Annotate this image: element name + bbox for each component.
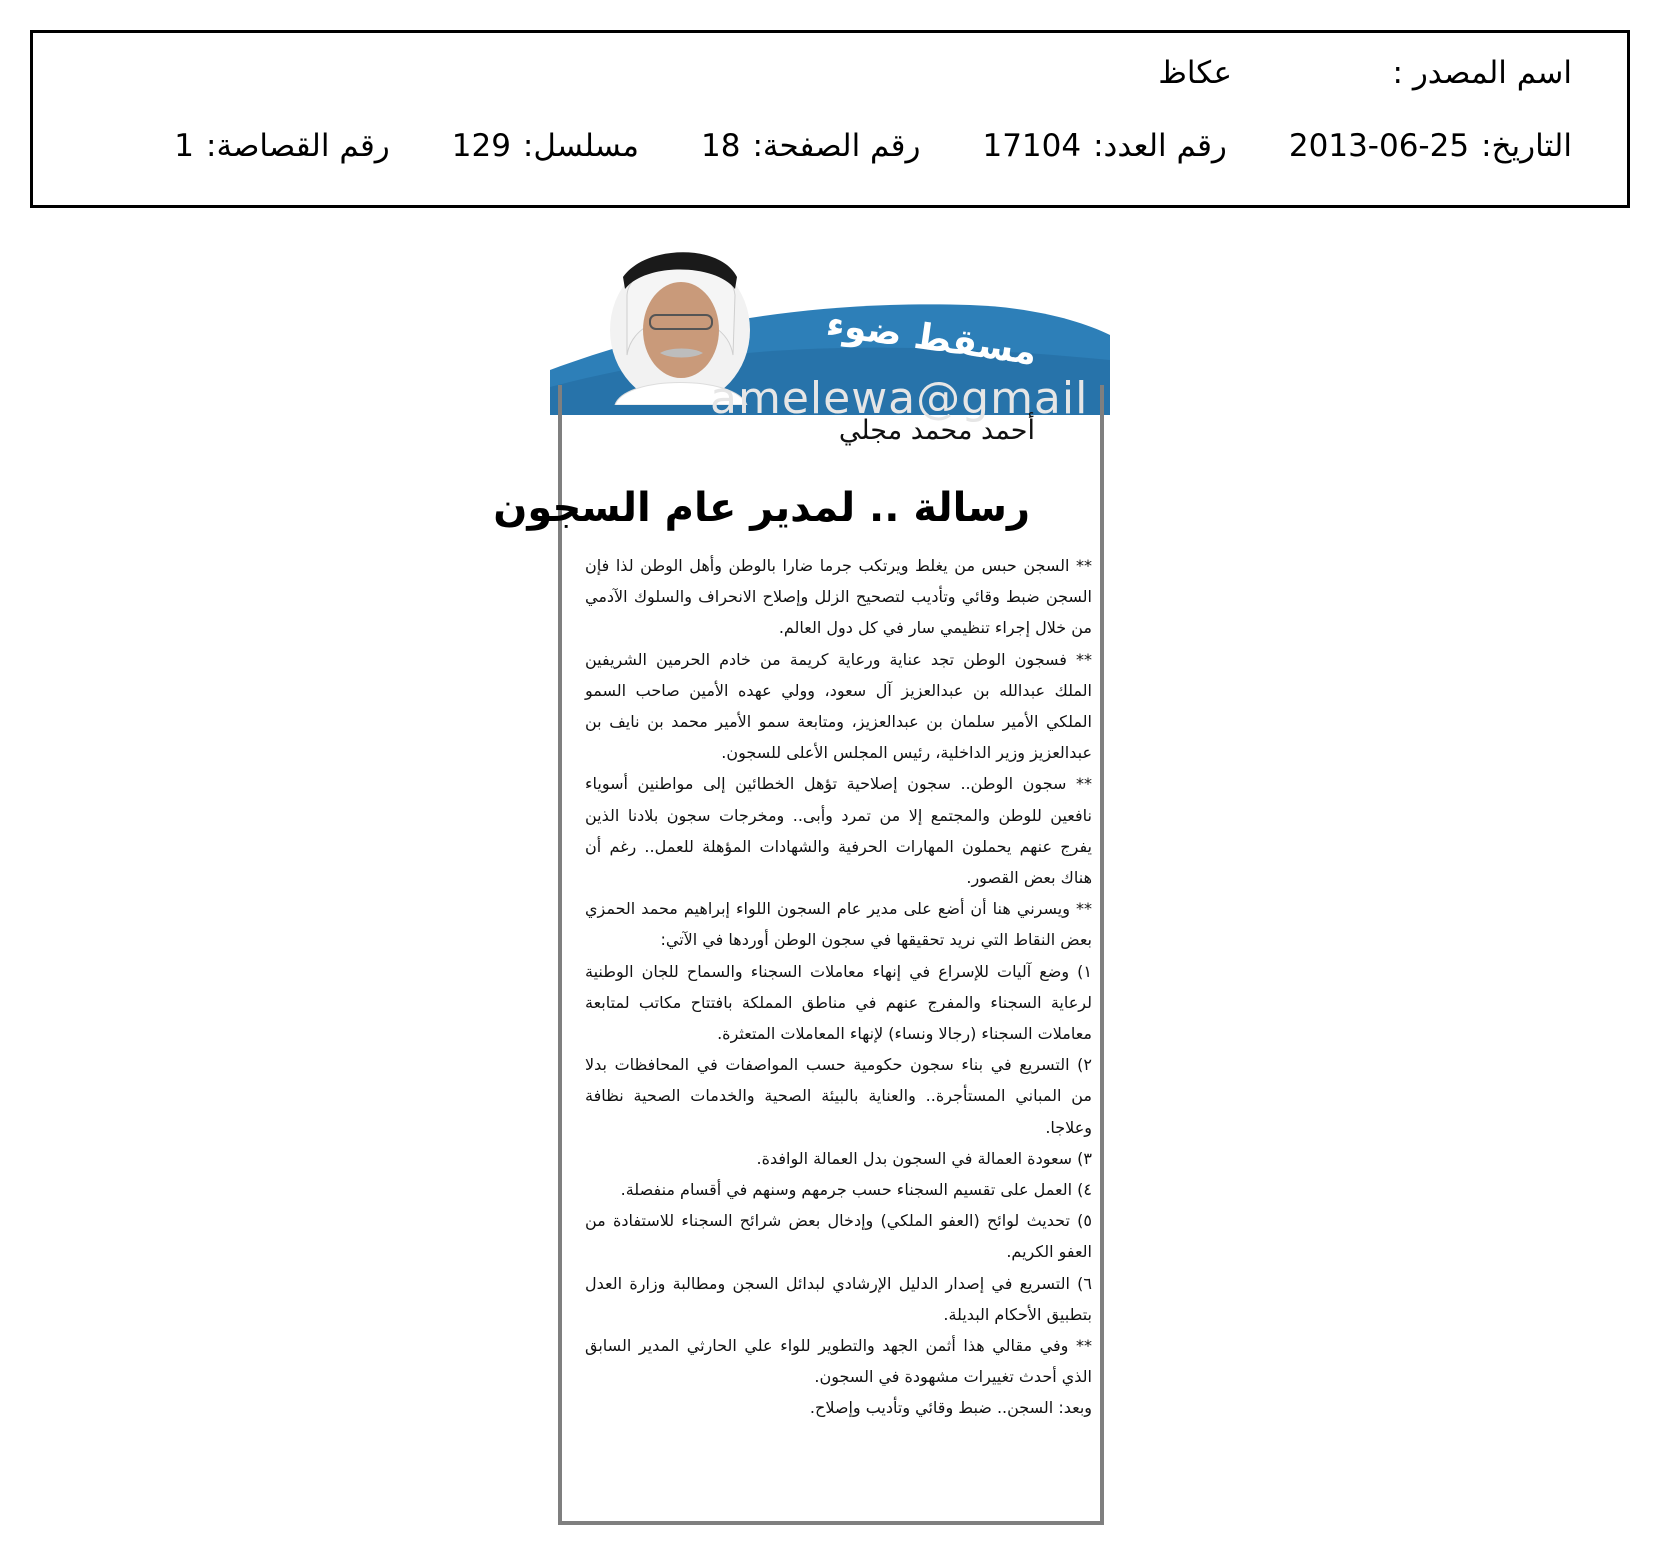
author-name: أحمد محمد مجلي [838,415,1035,446]
list-item: ٢) التسريع في بناء سجون حكومية حسب المواصفات في المحافظات بدلا من المباني المستأجرة.. والعناية بالبيئة الصحية والخدمات الصحية نظافة وعلاجا. [585,1055,1092,1137]
issue-item [982,128,1226,164]
issue-label: رقم العدد: [1093,128,1227,164]
source-item [1158,55,1572,91]
paragraph: ** السجن حبس من يغلط ويرتكب جرما ضارا بالوطن وأهل الوطن لذا فإن السجن ضبط وقائي وتأديب لتصحيح الزلل وإصلاح الانحراف والسلوك الآدمي من خلال إجراء تنظيمي سار في كل دول العالم. [585,556,1092,638]
email-watermark: amelewa@gmail [710,373,1089,424]
column-name-text: مسقط ضوء [823,303,1040,374]
paragraph: ** وفي مقالي هذا أثمن الجهد والتطوير للواء علي الحارثي المدير السابق الذي أحدث تغييرات مشهودة في السجون. [585,1336,1092,1387]
article-clipping [493,235,1110,1530]
list-item: ١) وضع آليات للإسراع في إنهاء معاملات السجناء والسماح للجان الوطنية لرعاية السجناء والمفرج عنهم في مناطق المملكة بافتتاح مكاتب لمتابعة معاملات السجناء (رجالا ونساء) لإنهاء المعاملات المتعثرة. [585,961,1092,1044]
issue-value: 17104 [982,128,1082,164]
details-row [73,128,1572,164]
source-metadata-box [30,30,1630,208]
serial-value: 129 [451,128,511,164]
page-number-value: 18 [701,128,741,164]
serial-item [452,128,639,164]
list-item: ٦) التسريع في إصدار الدليل الإرشادي لبدائل السجن ومطالبة وزارة العدل بتطبيق الأحكام البديلة. [585,1273,1092,1324]
closing-line: وبعد: السجن.. ضبط وقائي وتأديب وإصلاح. [809,1398,1092,1418]
source-value: عكاظ [1158,55,1232,91]
list-item: ٤) العمل على تقسيم السجناء حسب جرمهم وسنهم في أقسام منفصلة. [620,1180,1092,1200]
paragraph: ** سجون الوطن.. سجون إصلاحية تؤهل الخطائين إلى مواطنين أسوياء نافعين للوطن والمجتمع إلا من تمرد وأبى.. ومخرجات سجون بلادنا الذين يفرج عنهم يحملون المهارات الحرفية والشهادات المؤهلة للعمل.. رغم أن هناك بعض القصور. [585,774,1092,888]
page-item [701,128,920,164]
date-item [1289,128,1572,164]
serial-label: مسلسل: [522,128,640,164]
list-item: ٥) تحديث لوائح (العفو الملكي) وإدخال بعض شرائح السجناء للاستفادة من العفو الكريم. [585,1211,1092,1262]
article-title: رسالة .. لمدير عام السجون [493,485,1030,531]
date-label: التاريخ: [1481,128,1572,164]
paragraph: ** ويسرني هنا أن أضع على مدير عام السجون اللواء إبراهيم محمد الحمزي بعض النقاط التي نريد تحقيقها في سجون الوطن أوردها في الآتي: [585,899,1092,950]
clip-number-label: رقم القصاصة: [206,128,390,164]
article-body [585,550,1092,1424]
date-value: 2013-06-25 [1288,128,1470,164]
page-number-label: رقم الصفحة: [752,128,921,164]
clip-item [174,128,389,164]
paragraph: ** فسجون الوطن تجد عناية ورعاية كريمة من خادم الحرمين الشريفين الملك عبدالله بن عبدالعزيز آل سعود، وولي عهده الأمين صاحب السمو الملكي الأمير سلمان بن عبدالعزيز، ومتابعة سمو الأمير محمد بن نايف بن عبدالعزيز وزير الداخلية، رئيس المجلس الأعلى للسجون. [585,649,1092,763]
list-item: ٣) سعودة العمالة في السجون بدل العمالة الوافدة. [756,1148,1092,1168]
source-row [73,55,1572,91]
clip-number-value: 1 [174,128,195,164]
source-label: اسم المصدر : [1392,55,1572,91]
